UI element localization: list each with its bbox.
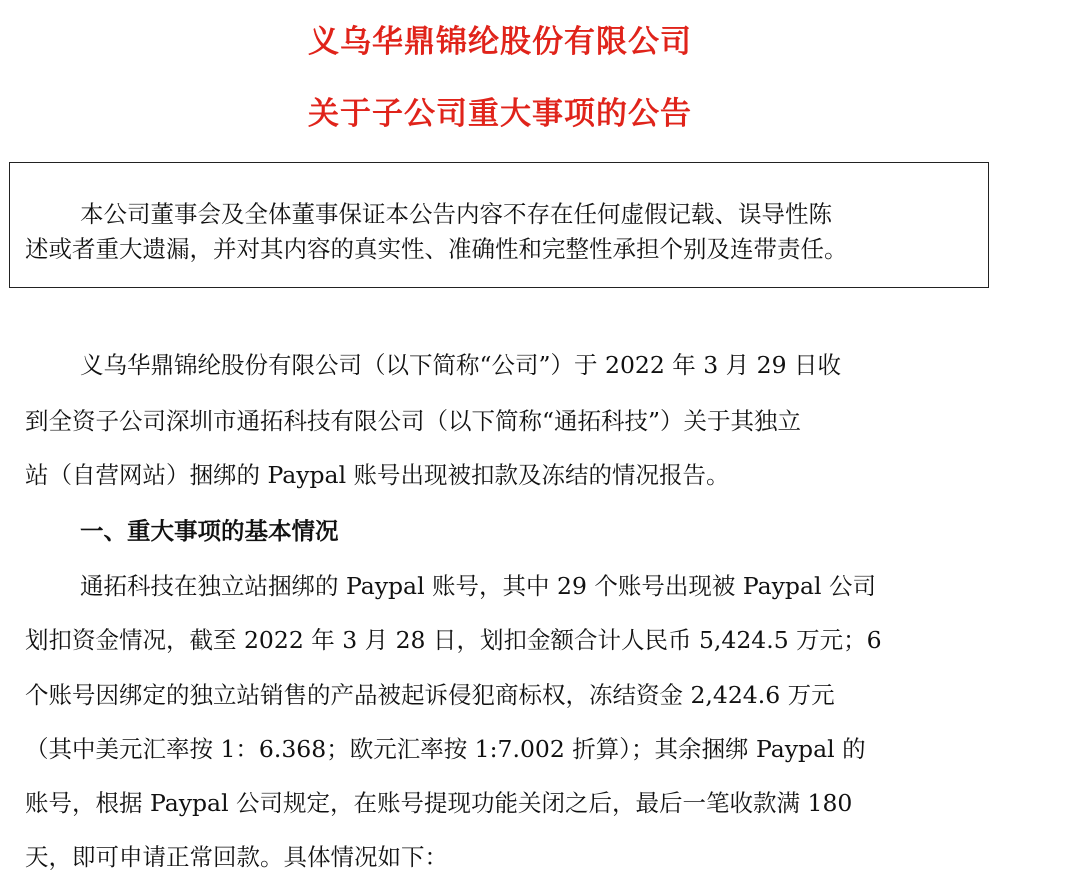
intro-line-1: 义乌华鼎锦纶股份有限公司（以下简称“公司”）于 2022 年 3 月 29 日收: [80, 351, 842, 379]
company-title: 义乌华鼎锦纶股份有限公司: [308, 24, 692, 60]
announcement-title: 关于子公司重大事项的公告: [308, 96, 692, 132]
section-line-4: （其中美元汇率按 1：6.368；欧元汇率按 1:7.002 折算）；其余捆绑 Paypal 的: [25, 735, 866, 763]
section-line-1: 通拓科技在独立站捆绑的 Paypal 账号，其中 29 个账号出现被 Paypal 公司: [80, 572, 876, 600]
section-line-6: 天，即可申请正常回款。具体情况如下：: [25, 843, 448, 871]
section-line-5: 账号，根据 Paypal 公司规定，在账号提现功能关闭之后，最后一笔收款满 180: [25, 789, 853, 817]
section-line-3: 个账号因绑定的独立站销售的产品被起诉侵犯商标权，冻结资金 2,424.6 万元: [25, 681, 835, 709]
section-heading: 一、重大事项的基本情况: [80, 517, 339, 545]
intro-line-2: 到全资子公司深圳市通拓科技有限公司（以下简称“通拓科技”）关于其独立: [25, 407, 802, 435]
section-line-2: 划扣资金情况，截至 2022 年 3 月 28 日，划扣金额合计人民币 5,424.5 万元；6: [25, 626, 882, 654]
statement-line-2: 述或者重大遗漏，并对其内容的真实性、准确性和完整性承担个别及连带责任。: [25, 235, 848, 263]
intro-line-3: 站（自营网站）捆绑的 Paypal 账号出现被扣款及冻结的情况报告。: [25, 461, 730, 489]
statement-line-1: 本公司董事会及全体董事保证本公告内容不存在任何虚假记载、误导性陈: [80, 200, 832, 228]
